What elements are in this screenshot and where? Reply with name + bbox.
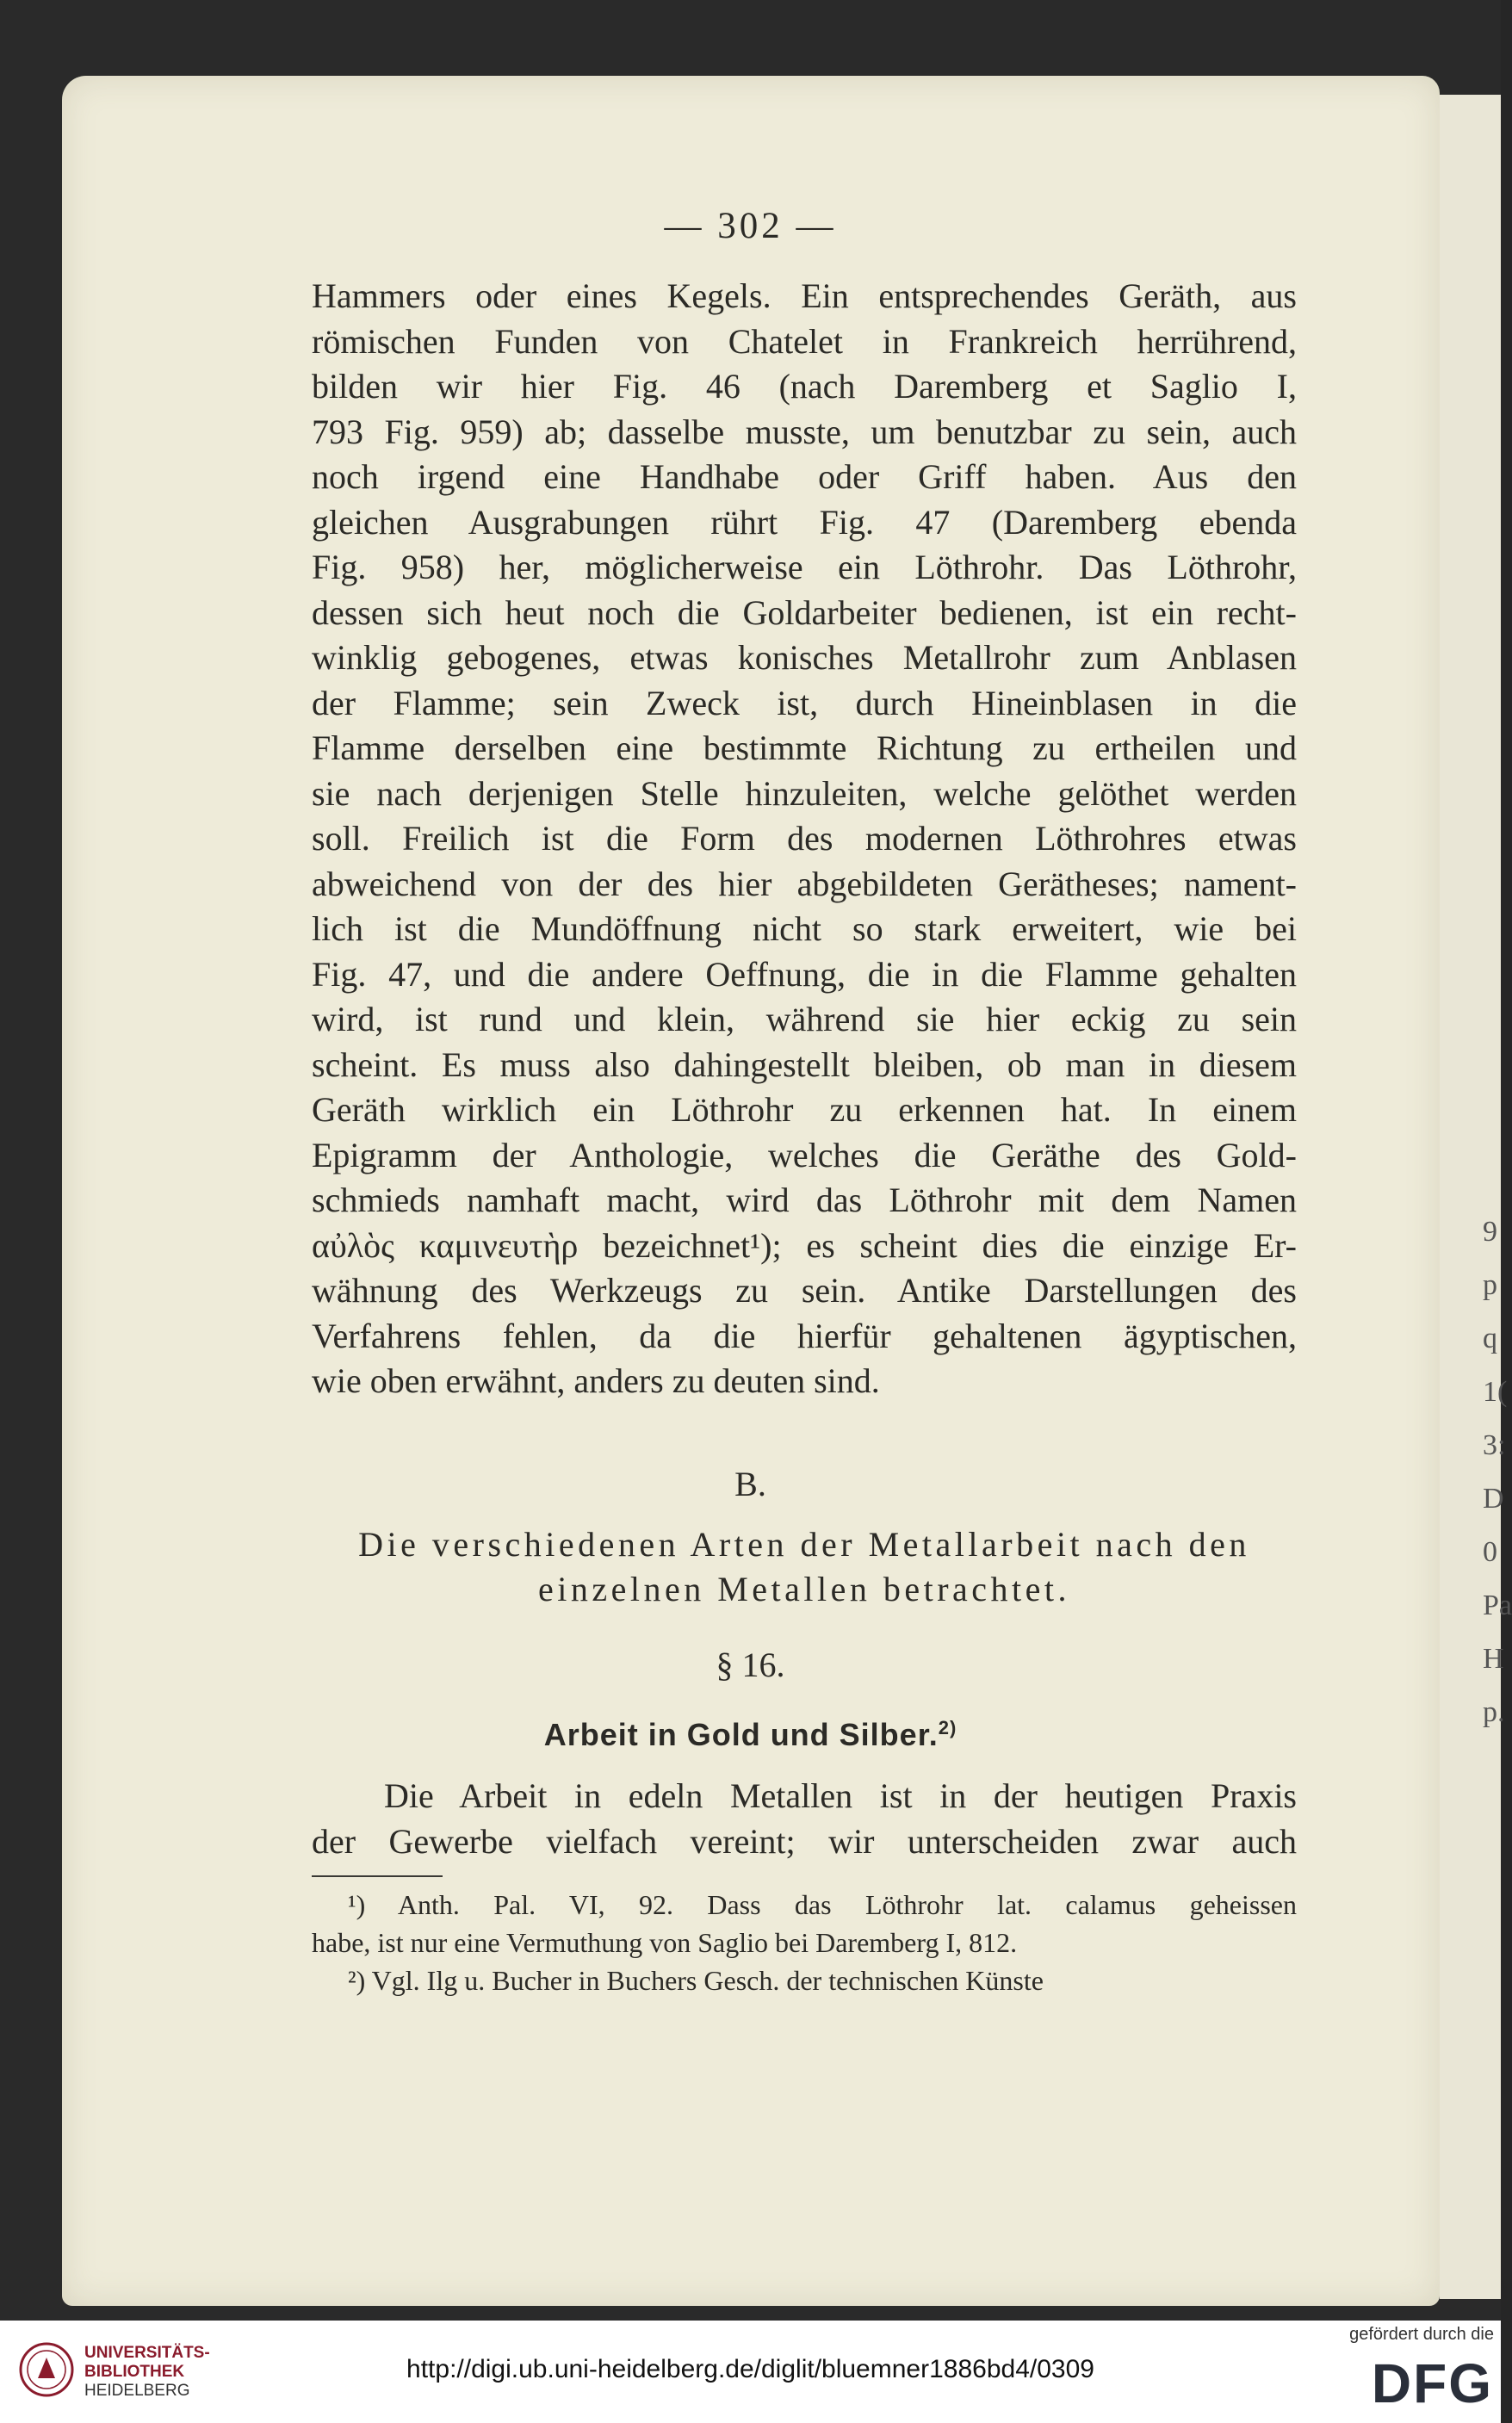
- body-line: 793 Fig. 959) ab; dasselbe musste, um benutzbar zu sein, auch: [312, 412, 1297, 451]
- body-line: sie nach derjenigen Stelle hinzuleiten, welche gelöthet werden: [312, 773, 1297, 813]
- intro-text: [312, 1774, 1297, 1864]
- funded-by-label: gefördert durch die: [1349, 2325, 1494, 2344]
- body-line: wie oben erwähnt, anders zu deuten sind.: [312, 1361, 880, 1400]
- footnote-line: ²) Vgl. Ilg u. Bucher in Buchers Gesch. der technischen Künste: [348, 1965, 1044, 1996]
- university-name[interactable]: UNIVERSITÄTS- BIBLIOTHEK HEIDELBERG: [84, 2344, 210, 2400]
- body-line: Flamme derselben eine bestimmte Richtung zu ertheilen und: [312, 728, 1297, 767]
- body-line: schmieds namhaft macht, wird das Löthrohr mit dem Namen: [312, 1181, 1297, 1219]
- body-line: wähnung des Werkzeugs zu sein. Antike Darstellungen des: [312, 1271, 1297, 1310]
- body-line: Verfahrens fehlen, da die hierfür gehaltenen ägyptischen,: [312, 1316, 1297, 1355]
- next-page-edge: [1440, 95, 1512, 2299]
- intro-line: der Gewerbe vielfach vereint; wir unterscheiden zwar auch: [312, 1821, 1297, 1861]
- footnote-line: habe, ist nur eine Vermuthung von Saglio bei Daremberg I, 812.: [312, 1927, 1018, 1958]
- body-line: αὐλὸς καμινευτὴρ bezeichnet¹); es scheint dies die einzige Er-: [312, 1225, 1297, 1265]
- body-line: gleichen Ausgrabungen rührt Fig. 47 (Daremberg ebenda: [312, 502, 1297, 542]
- body-line: der Flamme; sein Zweck ist, durch Hineinblasen in die: [312, 683, 1297, 722]
- footnote-rule: [312, 1875, 443, 1877]
- body-line: wird, ist rund und klein, während sie hier eckig zu sein: [312, 1000, 1297, 1038]
- body-line: noch irgend eine Handhabe oder Griff haben. Aus den: [312, 457, 1297, 496]
- paragraph-number: § 16.: [716, 1645, 785, 1684]
- body-line: römischen Funden von Chatelet in Frankreich herrührend,: [312, 321, 1297, 361]
- svg-text:DFG: DFG: [1371, 2352, 1493, 2414]
- section-title-line: einzelnen Metallen betrachtet.: [537, 1570, 1071, 1608]
- body-line: abweichend von der des hier abgebildeten Gerätheses; nament-: [312, 864, 1297, 903]
- footnotes: [312, 1886, 1297, 1999]
- paragraph-title-footnote-mark: 2): [938, 1717, 957, 1738]
- page-url-link[interactable]: http://digi.ub.uni-heidelberg.de/diglit/bluemner1886bd4/0309: [406, 2355, 1094, 2383]
- body-line: lich ist die Mundöffnung nicht so stark erweitert, wie bei: [312, 909, 1297, 948]
- section-title-line: Die verschiedenen Arten der Metallarbeit nach den: [358, 1525, 1250, 1564]
- body-line: Fig. 958) her, möglicherweise ein Löthrohr. Das Löthrohr,: [312, 548, 1297, 586]
- body-line: soll. Freilich ist die Form des modernen Löthrohres etwas: [312, 819, 1297, 858]
- body-line: scheint. Es muss also dahingestellt bleiben, ob man in diesem: [312, 1044, 1297, 1084]
- body-line: winklig gebogenes, etwas konisches Metallrohr zum Anblasen: [312, 638, 1297, 677]
- body-line: Fig. 47, und die andere Oeffnung, die in die Flamme gehalten: [312, 954, 1297, 994]
- dfg-logo-icon[interactable]: [1333, 2351, 1493, 2414]
- paragraph-title: [0, 1717, 1501, 1753]
- body-line: Epigramm der Anthologie, welches die Geräthe des Gold-: [312, 1135, 1297, 1174]
- section-title: [312, 1522, 1297, 1612]
- body-line: Hammers oder eines Kegels. Ein entsprechendes Geräth, aus: [312, 276, 1297, 315]
- page-number: — 302 —: [664, 206, 837, 246]
- footnote-line: ¹) Anth. Pal. VI, 92. Dass das Löthrohr lat. calamus geheissen: [348, 1889, 1297, 1920]
- body-text: [312, 274, 1297, 1404]
- paragraph-title-text: Arbeit in Gold und Silber.: [543, 1717, 939, 1752]
- body-line: bilden wir hier Fig. 46 (nach Daremberg et Saglio I,: [312, 367, 1297, 406]
- section-letter: B.: [734, 1465, 766, 1503]
- intro-line: Die Arbeit in edeln Metallen ist in der heutigen Praxis: [384, 1776, 1297, 1815]
- body-line: dessen sich heut noch die Goldarbeiter bedienen, ist ein recht-: [312, 592, 1297, 632]
- body-line: Geräth wirklich ein Löthrohr zu erkennen hat. In einem: [312, 1090, 1297, 1129]
- next-page-edge-glyphs: 9 p q 1( 3: D 0 Pa H p.: [1483, 1216, 1512, 1728]
